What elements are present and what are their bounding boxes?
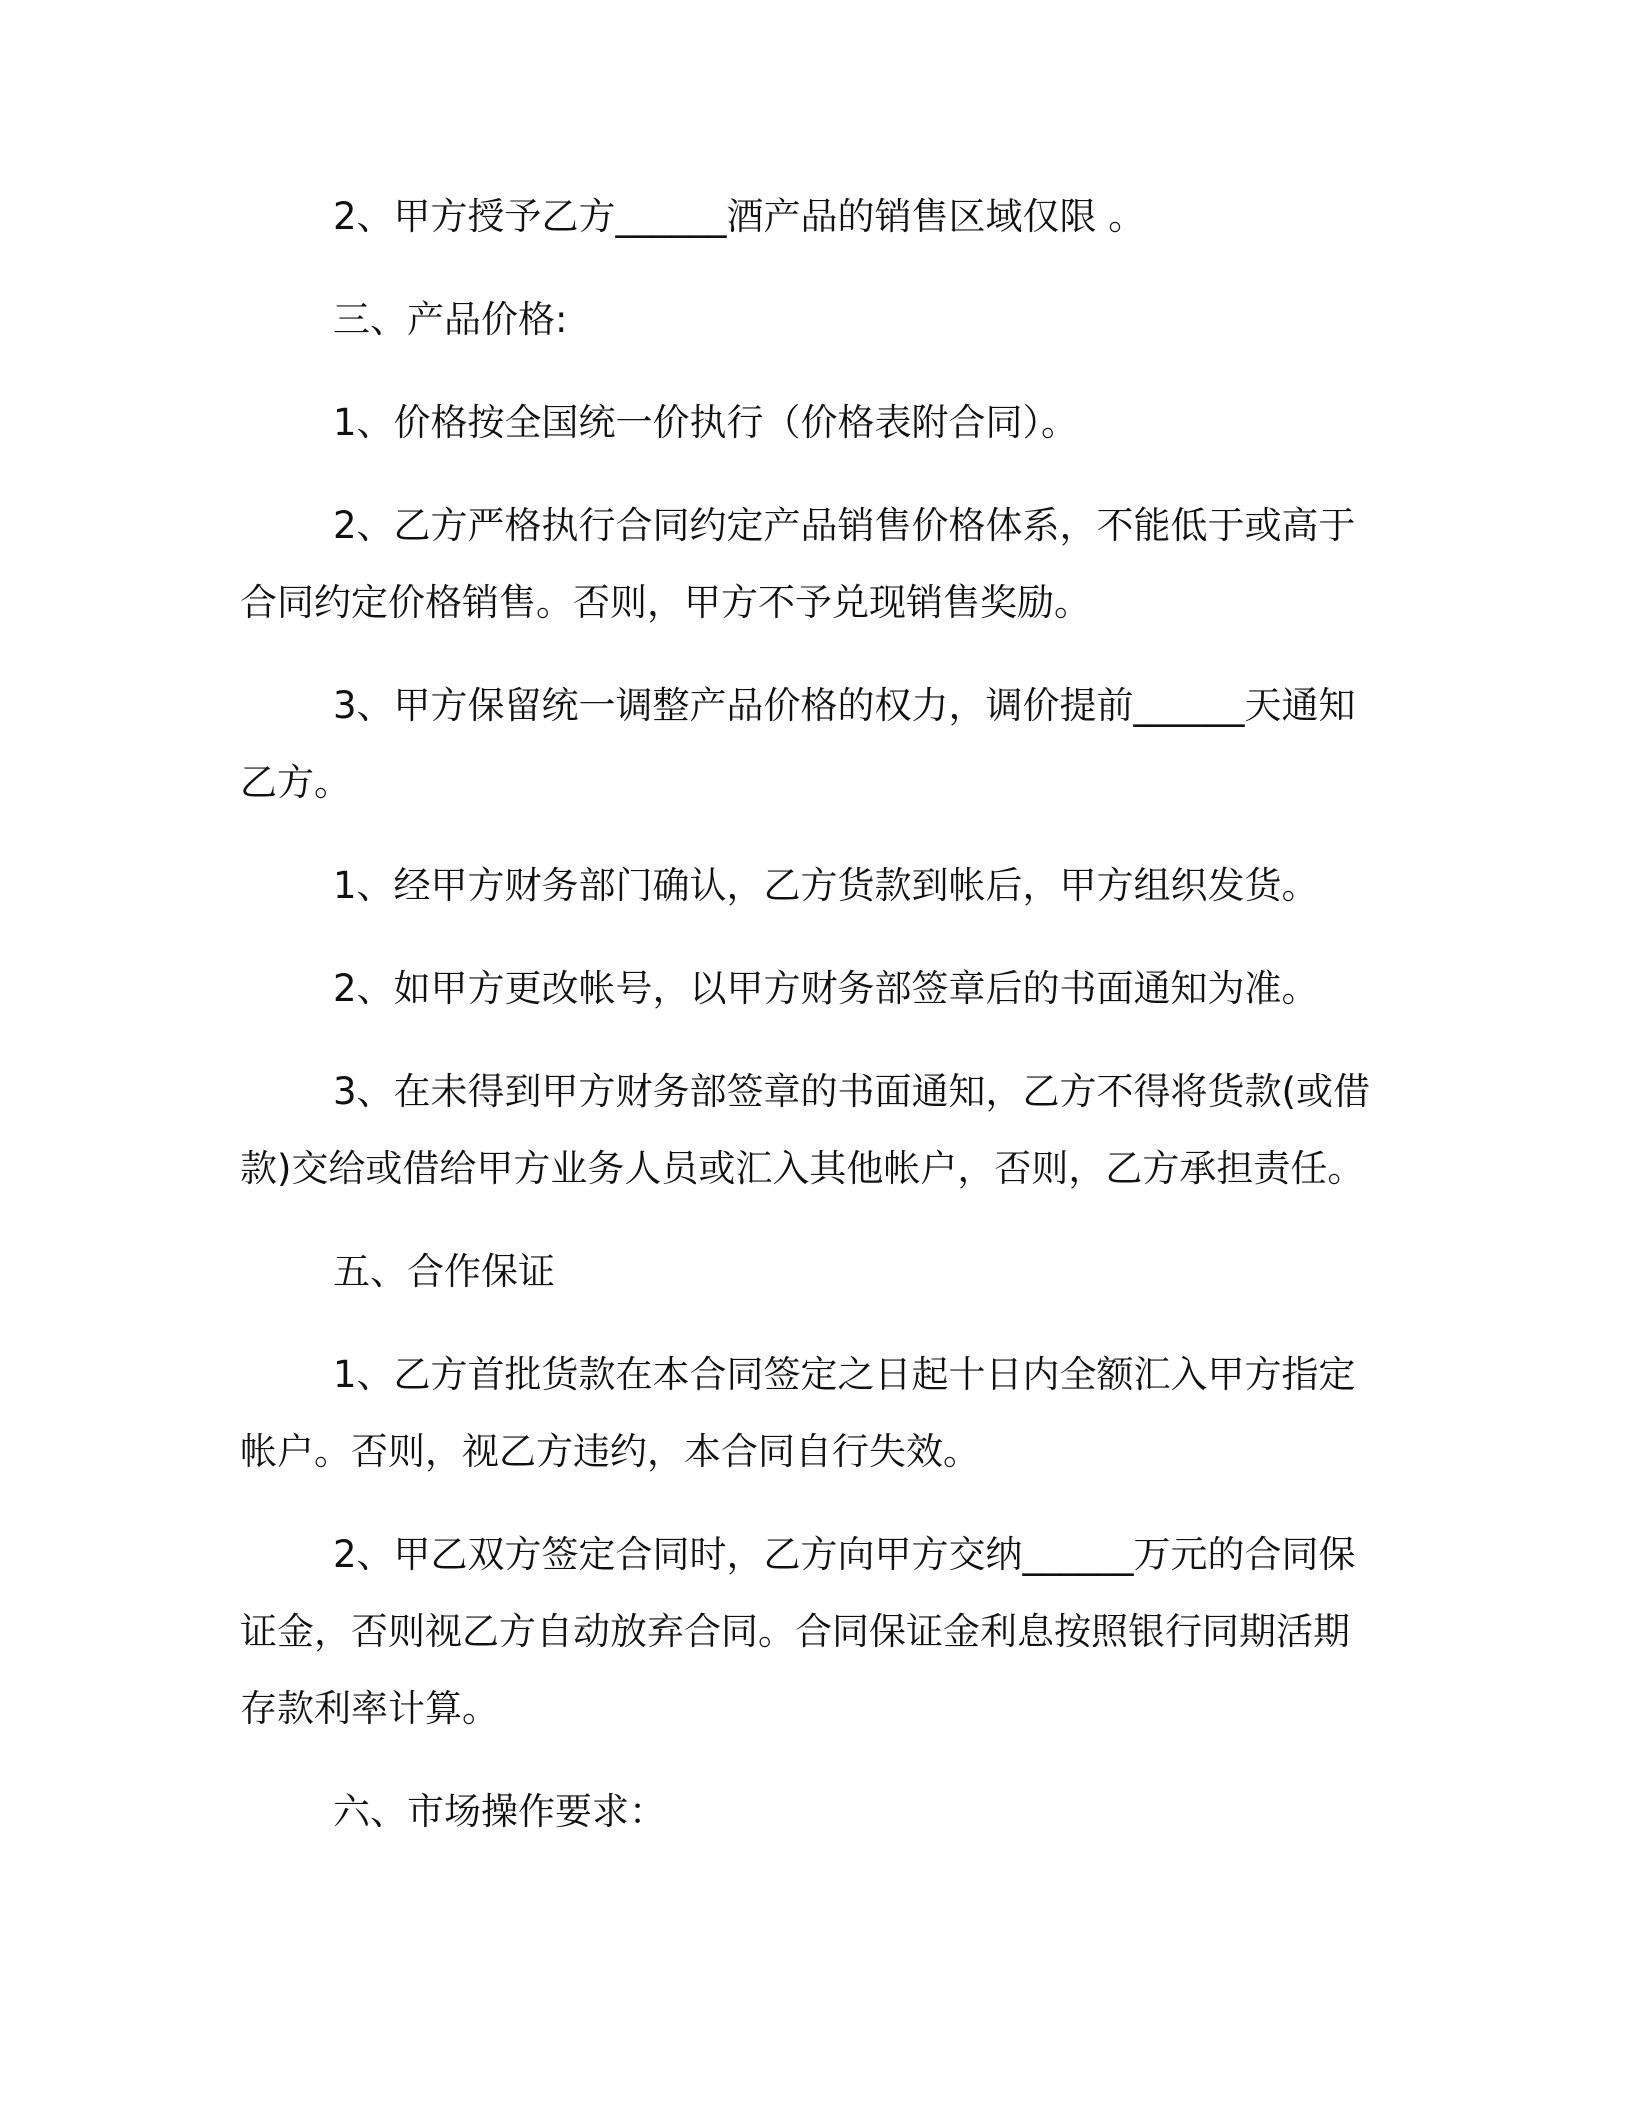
clause-payment-restriction [240,1053,1560,1207]
text-line: 1、经甲方财务部门确认，乙方货款到帐后，甲方组织发货。 [333,864,1319,907]
text-line: 乙方。 [240,761,351,804]
text-line: 2、甲乙双方签定合同时，乙方向甲方交纳______万元的合同保 [333,1533,1356,1576]
document-body [240,178,1560,1876]
text-line: 存款利率计算。 [240,1687,499,1730]
clause-deposit [240,1516,1560,1747]
text-line: 1、乙方首批货款在本合同签定之日起十日内全额汇入甲方指定 [333,1353,1356,1396]
section-heading-product-price [240,281,1560,358]
clause-price-adjustment [240,667,1560,821]
clause-price-system [240,487,1560,641]
text-line: 3、甲方保留统一调整产品价格的权力，调价提前______天通知 [333,684,1356,727]
text-line: 五、合作保证 [333,1250,555,1293]
section-heading-cooperation-guarantee [240,1233,1560,1310]
text-line: 合同约定价格销售。否则，甲方不予兑现销售奖励。 [240,581,1091,624]
text-line: 帐户。否则，视乙方违约，本合同自行失效。 [240,1430,980,1473]
clause-first-payment [240,1336,1560,1490]
section-heading-market-operation [240,1773,1560,1850]
clause-shipping-confirmation [240,847,1560,924]
text-line: 2、乙方严格执行合同约定产品销售价格体系，不能低于或高于 [333,504,1356,547]
text-line: 2、如甲方更改帐号，以甲方财务部签章后的书面通知为准。 [333,967,1319,1010]
clause-account-change [240,950,1560,1027]
text-line: 2、甲方授予乙方______酒产品的销售区域仅限 。 [333,195,1146,238]
clause-unified-price [240,384,1560,461]
text-line: 1、价格按全国统一价执行（价格表附合同）。 [333,401,1079,444]
text-line: 3、在未得到甲方财务部签章的书面通知，乙方不得将货款(或借 [333,1070,1370,1113]
text-line: 款)交给或借给甲方业务人员或汇入其他帐户，否则，乙方承担责任。 [240,1147,1365,1190]
text-line: 证金，否则视乙方自动放弃合同。合同保证金利息按照银行同期活期 [240,1610,1350,1653]
text-line: 三、产品价格: [333,298,568,341]
text-line: 六、市场操作要求： [333,1790,666,1833]
clause-sales-region [240,178,1560,255]
